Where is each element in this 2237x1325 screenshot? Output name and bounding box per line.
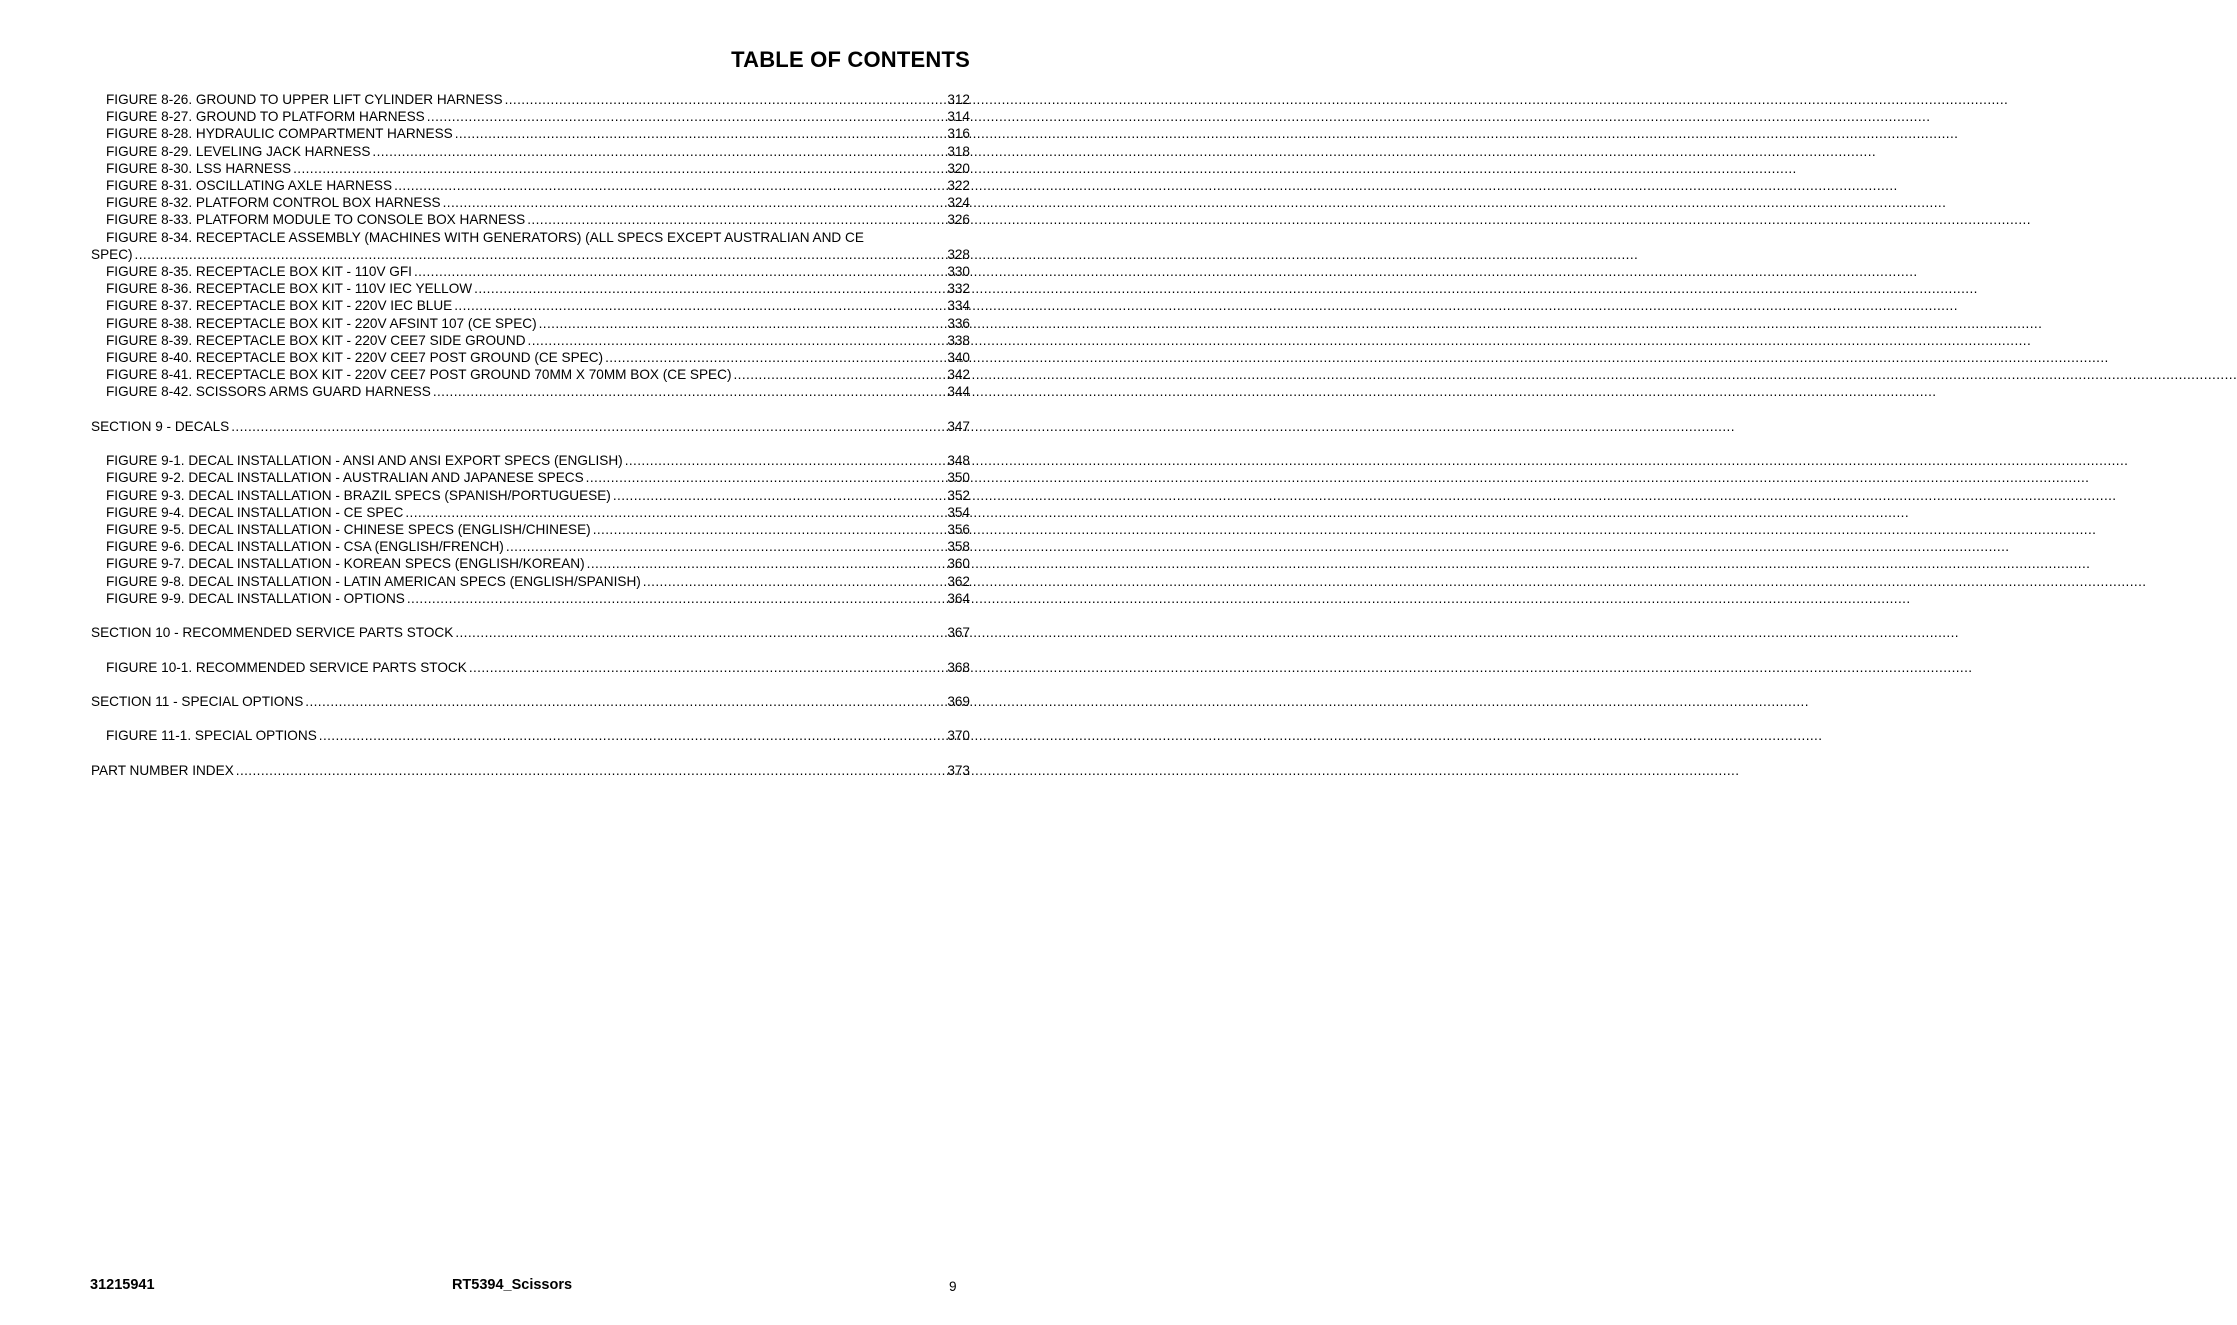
toc-entry[interactable]: [91, 469, 970, 486]
dot-leader: [539, 315, 946, 332]
toc-entry-label: FIGURE 8-36. RECEPTACLE BOX KIT - 110V IEC YELLOW: [106, 281, 473, 297]
toc-entry-page: 340: [947, 350, 970, 366]
dot-leader: [587, 555, 946, 572]
toc-entry[interactable]: [91, 143, 970, 160]
toc-section-entry[interactable]: [91, 418, 970, 435]
toc-entry-page: 330: [947, 264, 970, 280]
toc-entry-page: 360: [947, 556, 970, 572]
toc-entry-page: 338: [947, 332, 970, 348]
dot-leader: [605, 349, 945, 366]
toc-entry-page: 342: [947, 367, 970, 383]
toc-entry-page: 362: [947, 573, 970, 589]
dot-leader: [372, 143, 945, 160]
toc-entry[interactable]: [91, 521, 970, 538]
toc-entry-page: 324: [947, 195, 970, 211]
toc-entry-label: FIGURE 9-3. DECAL INSTALLATION - BRAZIL SPECS (SPANISH/PORTUGUESE): [106, 487, 611, 503]
toc-entry-page: 364: [947, 590, 970, 606]
toc-entry-page: 352: [947, 487, 970, 503]
toc-entry[interactable]: [91, 108, 970, 125]
dot-leader: [528, 332, 946, 349]
toc-entry-label: SECTION 10 - RECOMMENDED SERVICE PARTS STOCK: [91, 625, 454, 641]
toc-entry-label: SECTION 9 - DECALS: [91, 418, 230, 434]
toc-entry[interactable]: [91, 297, 970, 314]
toc-entry-page: 370: [947, 728, 970, 744]
toc-entry-page: 328: [947, 246, 970, 262]
toc-entry-label: FIGURE 8-31. OSCILLATING AXLE HARNESS: [106, 178, 393, 194]
toc-entry-label: FIGURE 8-37. RECEPTACLE BOX KIT - 220V IEC BLUE: [106, 298, 453, 314]
dot-leader: [236, 762, 946, 779]
toc-entry-label: FIGURE 9-8. DECAL INSTALLATION - LATIN AMERICAN SPECS (ENGLISH/SPANISH): [106, 573, 641, 589]
dot-leader: [405, 504, 945, 521]
toc-section-entry[interactable]: [91, 762, 970, 779]
dot-leader: [527, 211, 945, 228]
toc-entry-label: FIGURE 8-39. RECEPTACLE BOX KIT - 220V CEE7 SIDE GROUND: [106, 332, 526, 348]
toc-entry-page: 368: [947, 659, 970, 675]
dot-leader: [469, 659, 946, 676]
toc-entry[interactable]: [91, 590, 970, 607]
dot-leader: [414, 263, 945, 280]
toc-entry[interactable]: [91, 349, 970, 366]
toc-entry[interactable]: [91, 125, 970, 142]
toc-entry-label: FIGURE 8-26. GROUND TO UPPER LIFT CYLINDER HARNESS: [106, 92, 503, 107]
toc-entry-page: 314: [947, 109, 970, 125]
toc-entry[interactable]: [91, 366, 970, 383]
dot-leader: [135, 246, 946, 263]
toc-entry-label: PART NUMBER INDEX: [91, 762, 234, 778]
toc-entry[interactable]: [91, 211, 970, 228]
toc-entry-page: 358: [947, 539, 970, 555]
dot-leader: [394, 177, 945, 194]
toc-entry[interactable]: [91, 452, 970, 469]
toc-entry[interactable]: [91, 487, 970, 504]
toc-entry[interactable]: [91, 659, 970, 676]
toc-entry-page: 312: [947, 92, 970, 107]
dot-leader: [613, 487, 945, 504]
dot-leader: [454, 297, 945, 314]
toc-entry-page: 326: [947, 212, 970, 228]
toc-entry-label: FIGURE 9-7. DECAL INSTALLATION - KOREAN SPECS (ENGLISH/KOREAN): [106, 556, 585, 572]
toc-entry[interactable]: [91, 160, 970, 177]
dot-leader: [643, 573, 946, 590]
dot-leader: [625, 452, 946, 469]
toc-entry-page: 356: [947, 522, 970, 538]
toc-entry-label: FIGURE 9-2. DECAL INSTALLATION - AUSTRALIAN AND JAPANESE SPECS: [106, 470, 584, 486]
dot-leader: [427, 108, 946, 125]
toc-entry-label: SPEC): [91, 246, 133, 262]
toc-entry-page: 334: [947, 298, 970, 314]
toc-entry-page: 332: [947, 281, 970, 297]
toc-entry-page: 344: [947, 384, 970, 400]
toc-entry-label: FIGURE 8-27. GROUND TO PLATFORM HARNESS: [106, 109, 425, 125]
footer-page-number: 9: [949, 1279, 957, 1294]
toc-entry-label-wrapped-line[interactable]: FIGURE 8-34. RECEPTACLE ASSEMBLY (MACHINES WITH GENERATORS) (ALL SPECS EXCEPT AUSTRALIAN AND CE: [106, 229, 864, 245]
toc-entry-page: 316: [947, 126, 970, 142]
dot-leader: [733, 366, 945, 383]
toc-entry-label: FIGURE 8-28. HYDRAULIC COMPARTMENT HARNESS: [106, 126, 453, 142]
dot-leader: [455, 624, 945, 641]
toc-entry[interactable]: [91, 538, 970, 555]
toc-entry-label: FIGURE 8-40. RECEPTACLE BOX KIT - 220V CEE7 POST GROUND (CE SPEC): [106, 350, 604, 366]
footer-doc-number: 31215941: [90, 1277, 155, 1293]
toc-entry-page: 348: [947, 453, 970, 469]
toc-entry-label: FIGURE 8-41. RECEPTACLE BOX KIT - 220V CEE7 POST GROUND 70MM X 70MM BOX (CE SPEC): [106, 367, 732, 383]
toc-entry-label: FIGURE 8-30. LSS HARNESS: [106, 160, 292, 176]
toc-entry[interactable]: [91, 177, 970, 194]
toc-entry[interactable]: [91, 194, 970, 211]
dot-leader: [319, 727, 946, 744]
dot-leader: [586, 469, 946, 486]
toc-entry[interactable]: [91, 555, 970, 572]
toc-section-entry[interactable]: [91, 693, 970, 710]
toc-entry[interactable]: [91, 91, 970, 108]
toc-entry-page: 320: [947, 160, 970, 176]
toc-entry-page: 367: [947, 625, 970, 641]
toc-entry-page: 322: [947, 178, 970, 194]
toc-entry-label: FIGURE 9-5. DECAL INSTALLATION - CHINESE SPECS (ENGLISH/CHINESE): [106, 522, 591, 538]
dot-leader: [433, 383, 946, 400]
dot-leader: [505, 91, 946, 108]
toc-entry-label: FIGURE 8-35. RECEPTACLE BOX KIT - 110V GFI: [106, 264, 412, 280]
toc-entry-label: FIGURE 9-6. DECAL INSTALLATION - CSA (ENGLISH/FRENCH): [106, 539, 504, 555]
table-of-contents: [91, 91, 970, 779]
toc-section-entry[interactable]: [91, 624, 970, 641]
dot-leader: [293, 160, 945, 177]
dot-leader: [407, 590, 945, 607]
dot-leader: [231, 418, 945, 435]
footer-model: RT5394_Scissors: [451, 1277, 573, 1293]
toc-entry[interactable]: [91, 573, 970, 590]
toc-entry-label: FIGURE 9-9. DECAL INSTALLATION - OPTIONS: [106, 590, 405, 606]
toc-entry[interactable]: [91, 315, 970, 332]
toc-entry-label: FIGURE 10-1. RECOMMENDED SERVICE PARTS STOCK: [106, 659, 467, 675]
toc-entry[interactable]: [91, 727, 970, 744]
toc-entry-page: 354: [947, 504, 970, 520]
toc-entry[interactable]: [91, 280, 970, 297]
dot-leader: [443, 194, 946, 211]
dot-leader: [474, 280, 945, 297]
toc-entry-label: FIGURE 8-32. PLATFORM CONTROL BOX HARNESS: [106, 195, 441, 211]
toc-entry-label: FIGURE 8-29. LEVELING JACK HARNESS: [106, 143, 371, 159]
toc-entry[interactable]: [91, 383, 970, 400]
toc-entry[interactable]: [91, 504, 970, 521]
toc-entry-page: 347: [947, 418, 970, 434]
toc-entry[interactable]: [91, 263, 970, 280]
toc-entry-label: FIGURE 11-1. SPECIAL OPTIONS: [106, 728, 317, 744]
page-title: TABLE OF CONTENTS: [731, 47, 970, 72]
dot-leader: [455, 125, 946, 142]
toc-entry-label: FIGURE 8-38. RECEPTACLE BOX KIT - 220V AFSINT 107 (CE SPEC): [106, 315, 537, 331]
dot-leader: [506, 538, 946, 555]
toc-entry-label: FIGURE 9-1. DECAL INSTALLATION - ANSI AND ANSI EXPORT SPECS (ENGLISH): [106, 453, 623, 469]
toc-entry-label: FIGURE 9-4. DECAL INSTALLATION - CE SPEC: [106, 504, 404, 520]
toc-entry-page: 318: [947, 143, 970, 159]
toc-entry[interactable]: [91, 246, 970, 263]
toc-entry-page: 350: [947, 470, 970, 486]
toc-entry[interactable]: [91, 332, 970, 349]
toc-entry-page: 369: [947, 694, 970, 710]
dot-leader: [593, 521, 946, 538]
toc-entry-page: 373: [947, 762, 970, 778]
toc-entry-page: 336: [947, 315, 970, 331]
toc-entry-label: FIGURE 8-33. PLATFORM MODULE TO CONSOLE BOX HARNESS: [106, 212, 526, 228]
toc-entry-label: FIGURE 8-42. SCISSORS ARMS GUARD HARNESS: [106, 384, 431, 400]
dot-leader: [305, 693, 945, 710]
toc-entry-label: SECTION 11 - SPECIAL OPTIONS: [91, 694, 304, 710]
